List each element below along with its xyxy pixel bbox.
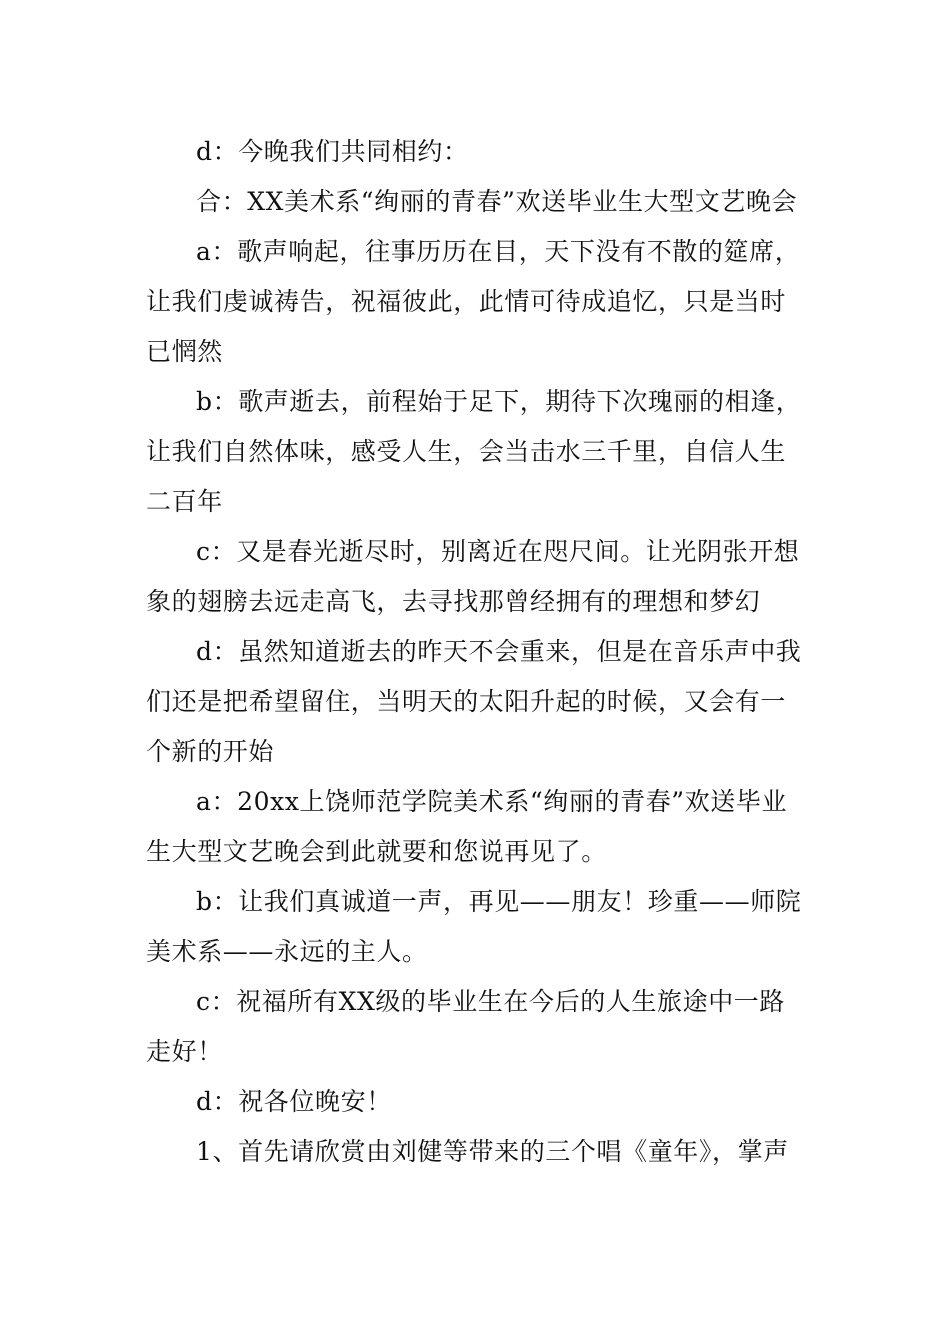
paragraph-chorus: 合：XX美术系“绚丽的青春”欢送毕业生大型文艺晚会 — [196, 187, 798, 216]
paragraph-d-new-start: d：虽然知道逝去的昨天不会重来，但是在音乐声中我们还是把希望留住，当明天的太阳升起的时候，又会有一个新的开始 — [146, 637, 802, 766]
paragraph-d-goodnight: d：祝各位晚安！ — [196, 1087, 392, 1116]
paragraph-b-future: b：歌声逝去，前程始于足下，期待下次瑰丽的相逢，让我们自然体味，感受人生，会当击水三千里，自信人生二百年 — [146, 387, 802, 516]
paragraph-b-goodbye: b：让我们真诚道一声，再见——朋友！珍重——师院美术系——永远的主人。 — [146, 887, 802, 966]
paragraph-a-farewell: a：20xx上饶师范学院美术系“绚丽的青春”欢送毕业生大型文艺晚会到此就要和您说再见了。 — [146, 787, 788, 866]
paragraph-c-blessing: c：祝福所有XX级的毕业生在今后的人生旅途中一路走好！ — [146, 987, 785, 1066]
paragraph-c-spring: c：又是春光逝尽时，别离近在咫尺间。让光阴张开想象的翅膀去远走高飞，去寻找那曾经拥有的理想和梦幻 — [146, 537, 800, 616]
paragraph-d-opening: d：今晚我们共同相约： — [196, 137, 469, 166]
paragraph-program-item-1: 1、首先请欣赏由刘健等带来的三个唱《童年》，掌声 — [196, 1137, 789, 1166]
document-body — [146, 127, 810, 1177]
paragraph-a-song: a：歌声响起，往事历历在目，天下没有不散的筵席，让我们虔诚祷告，祝福彼此，此情可待成追忆，只是当时已惘然 — [146, 237, 801, 366]
